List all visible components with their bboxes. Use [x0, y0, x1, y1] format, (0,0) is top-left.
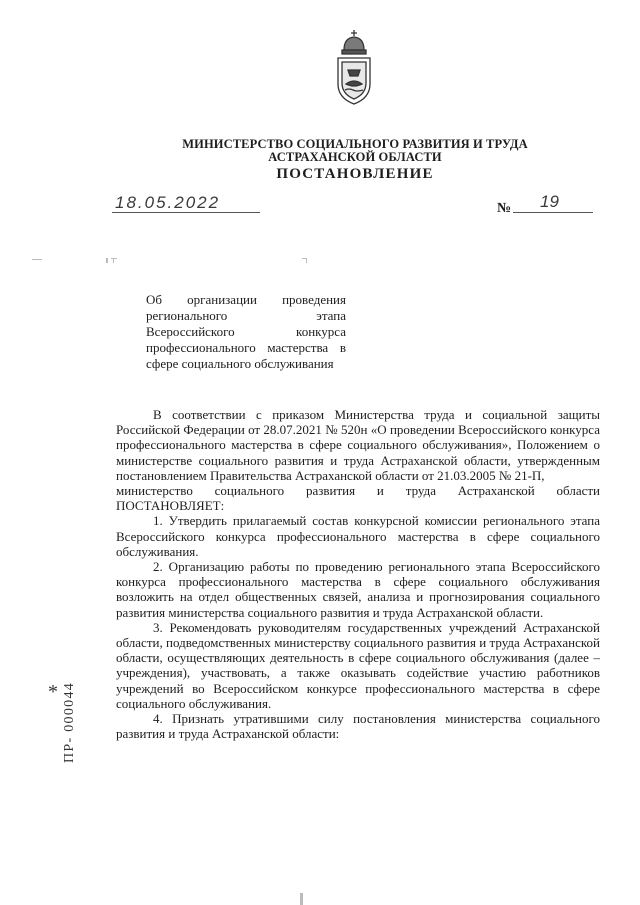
resolves-heading: ПОСТАНОВЛЯЕТ:	[116, 498, 225, 514]
margin-registration-code: ПР- 000044	[62, 681, 77, 763]
scan-edge-mark	[300, 893, 303, 905]
item-paragraph: 1. Утвердить прилагаемый состав конкурсной комиссии регионального этапа Всероссийского конкурса профессионального мастерства в сфере социального обслуживания.	[116, 513, 600, 559]
coat-of-arms-emblem	[330, 28, 378, 108]
document-subject: Об организации проведения регионального этапа Всероссийского конкурса профессионального мастерства в сфере социального обслуживания	[146, 292, 346, 371]
authority-line: министерство социального развития и труда Астраханской области	[116, 483, 600, 499]
document-number: 19	[540, 192, 559, 211]
document-type-title: ПОСТАНОВЛЕНИЕ	[276, 166, 434, 182]
number-sign: №	[497, 201, 512, 216]
ministry-name-line-1: МИНИСТЕРСТВО СОЦИАЛЬНОГО РАЗВИТИЯ И ТРУДА	[182, 137, 528, 151]
date-underline	[112, 212, 260, 213]
document-body	[116, 407, 600, 741]
preamble-paragraph: В соответствии с приказом Министерства труда и социальной защиты Российской Федерации от 28.07.2021 № 520н «О проведении Всероссийского конкурса профессионального мастерства в сфере социального обслуживания», Положением о министерстве социального развития и труда Астраханской области, утвержденным постановлением Правительства Астраханской области от 21.03.2005 № 21-П,	[116, 407, 600, 483]
scan-specks	[30, 255, 330, 265]
number-underline	[513, 212, 593, 213]
margin-star-mark: *	[48, 681, 58, 703]
item-paragraph: 2. Организацию работы по проведению регионального этапа Всероссийского конкурса профессионального мастерства в сфере социального обслуживания возложить на отдел общественных связей, анализа и прогнозирования социального развития министерства социального развития и труда Астраханской области.	[116, 559, 600, 620]
ministry-name-line-2: АСТРАХАНСКОЙ ОБЛАСТИ	[268, 150, 442, 164]
item-paragraph: 3. Рекомендовать руководителям государственных учреждений Астраханской области, подведомственных министерству социального развития и труда Астраханской области, осуществляющих деятельность в сфере социального обслуживания (далее – учреждения), участвовать, а также оказывать содействие участию работников учреждений во Всероссийском конкурсе профессионального мастерства в сфере социального обслуживания.	[116, 619, 600, 711]
ministry-name	[150, 138, 560, 164]
document-date: 18.05.2022	[115, 193, 221, 212]
item-paragraph: 4. Признать утратившими силу постановления министерства социального развития и труда Астраханской области:	[116, 711, 600, 742]
